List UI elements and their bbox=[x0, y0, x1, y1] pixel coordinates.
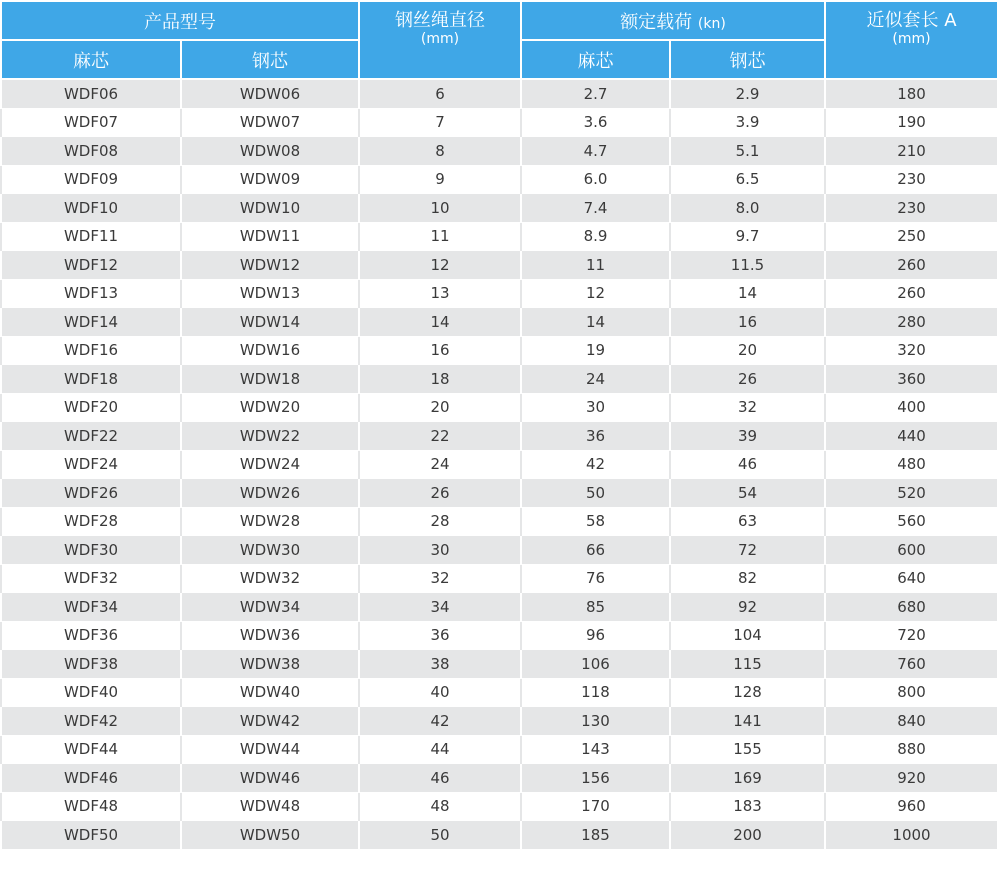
cell-hemp-core-model: WDF48 bbox=[1, 792, 181, 821]
cell-steel-core-model: WDW09 bbox=[181, 165, 359, 194]
cell-rated-load-steel: 5.1 bbox=[670, 137, 825, 166]
table-row bbox=[1, 479, 997, 508]
table-row bbox=[1, 108, 997, 137]
cell-rated-load-hemp: 19 bbox=[521, 336, 670, 365]
cell-rated-load-hemp: 50 bbox=[521, 479, 670, 508]
cell-sleeve-length: 560 bbox=[825, 507, 997, 536]
cell-rated-load-hemp: 24 bbox=[521, 365, 670, 394]
cell-rated-load-hemp: 42 bbox=[521, 450, 670, 479]
cell-sleeve-length: 960 bbox=[825, 792, 997, 821]
cell-steel-core-model: WDW26 bbox=[181, 479, 359, 508]
cell-hemp-core-model: WDF08 bbox=[1, 137, 181, 166]
cell-rated-load-hemp: 170 bbox=[521, 792, 670, 821]
cell-rope-diameter: 46 bbox=[359, 764, 521, 793]
table-row bbox=[1, 79, 997, 108]
cell-rated-load-hemp: 66 bbox=[521, 536, 670, 565]
cell-rated-load-hemp: 130 bbox=[521, 707, 670, 736]
table-row bbox=[1, 222, 997, 251]
cell-hemp-core-model: WDF26 bbox=[1, 479, 181, 508]
table-row bbox=[1, 650, 997, 679]
cell-steel-core-model: WDW20 bbox=[181, 393, 359, 422]
cell-rated-load-steel: 200 bbox=[670, 821, 825, 850]
cell-sleeve-length: 680 bbox=[825, 593, 997, 622]
cell-rated-load-hemp: 76 bbox=[521, 564, 670, 593]
cell-rated-load-steel: 183 bbox=[670, 792, 825, 821]
table-row bbox=[1, 821, 997, 850]
cell-rated-load-hemp: 85 bbox=[521, 593, 670, 622]
cell-rope-diameter: 20 bbox=[359, 393, 521, 422]
cell-rope-diameter: 8 bbox=[359, 137, 521, 166]
cell-steel-core-model: WDW13 bbox=[181, 279, 359, 308]
cell-rope-diameter: 11 bbox=[359, 222, 521, 251]
header-load-hemp-core: 麻芯 bbox=[521, 40, 670, 79]
cell-rated-load-steel: 141 bbox=[670, 707, 825, 736]
cell-rope-diameter: 50 bbox=[359, 821, 521, 850]
cell-hemp-core-model: WDF14 bbox=[1, 308, 181, 337]
header-sleeve-length-unit: (mm) bbox=[892, 31, 931, 47]
table-row bbox=[1, 137, 997, 166]
cell-steel-core-model: WDW18 bbox=[181, 365, 359, 394]
cell-rated-load-steel: 6.5 bbox=[670, 165, 825, 194]
cell-steel-core-model: WDW10 bbox=[181, 194, 359, 223]
cell-rope-diameter: 40 bbox=[359, 678, 521, 707]
cell-hemp-core-model: WDF50 bbox=[1, 821, 181, 850]
table-row bbox=[1, 450, 997, 479]
cell-steel-core-model: WDW12 bbox=[181, 251, 359, 280]
cell-steel-core-model: WDW40 bbox=[181, 678, 359, 707]
cell-sleeve-length: 260 bbox=[825, 251, 997, 280]
table-row bbox=[1, 536, 997, 565]
cell-sleeve-length: 1000 bbox=[825, 821, 997, 850]
cell-rated-load-hemp: 11 bbox=[521, 251, 670, 280]
cell-sleeve-length: 880 bbox=[825, 735, 997, 764]
cell-rated-load-steel: 3.9 bbox=[670, 108, 825, 137]
cell-rope-diameter: 42 bbox=[359, 707, 521, 736]
cell-rope-diameter: 12 bbox=[359, 251, 521, 280]
header-rated-load bbox=[521, 1, 825, 40]
cell-steel-core-model: WDW08 bbox=[181, 137, 359, 166]
cell-rope-diameter: 44 bbox=[359, 735, 521, 764]
cell-hemp-core-model: WDF36 bbox=[1, 621, 181, 650]
table-row bbox=[1, 165, 997, 194]
cell-rated-load-hemp: 2.7 bbox=[521, 79, 670, 108]
cell-steel-core-model: WDW36 bbox=[181, 621, 359, 650]
cell-hemp-core-model: WDF44 bbox=[1, 735, 181, 764]
cell-sleeve-length: 640 bbox=[825, 564, 997, 593]
header-sleeve-length bbox=[825, 1, 997, 79]
cell-steel-core-model: WDW22 bbox=[181, 422, 359, 451]
header-rated-load-label: 额定载荷 bbox=[620, 11, 693, 33]
cell-rope-diameter: 26 bbox=[359, 479, 521, 508]
cell-steel-core-model: WDW50 bbox=[181, 821, 359, 850]
cell-hemp-core-model: WDF09 bbox=[1, 165, 181, 194]
cell-hemp-core-model: WDF40 bbox=[1, 678, 181, 707]
cell-rope-diameter: 13 bbox=[359, 279, 521, 308]
cell-rope-diameter: 18 bbox=[359, 365, 521, 394]
cell-rope-diameter: 32 bbox=[359, 564, 521, 593]
table-row bbox=[1, 764, 997, 793]
cell-sleeve-length: 760 bbox=[825, 650, 997, 679]
cell-rated-load-hemp: 12 bbox=[521, 279, 670, 308]
cell-rated-load-steel: 115 bbox=[670, 650, 825, 679]
cell-rated-load-steel: 8.0 bbox=[670, 194, 825, 223]
cell-rated-load-steel: 26 bbox=[670, 365, 825, 394]
cell-rated-load-hemp: 58 bbox=[521, 507, 670, 536]
cell-rope-diameter: 36 bbox=[359, 621, 521, 650]
cell-steel-core-model: WDW16 bbox=[181, 336, 359, 365]
header-rope-diameter-unit: (mm) bbox=[420, 31, 460, 47]
cell-rated-load-hemp: 3.6 bbox=[521, 108, 670, 137]
header-load-steel-core: 钢芯 bbox=[670, 40, 825, 79]
table-row bbox=[1, 422, 997, 451]
table-row bbox=[1, 593, 997, 622]
cell-rated-load-hemp: 30 bbox=[521, 393, 670, 422]
cell-rated-load-hemp: 14 bbox=[521, 308, 670, 337]
cell-hemp-core-model: WDF42 bbox=[1, 707, 181, 736]
cell-steel-core-model: WDW48 bbox=[181, 792, 359, 821]
cell-hemp-core-model: WDF38 bbox=[1, 650, 181, 679]
cell-steel-core-model: WDW30 bbox=[181, 536, 359, 565]
cell-rated-load-steel: 72 bbox=[670, 536, 825, 565]
table-row bbox=[1, 678, 997, 707]
cell-rated-load-hemp: 96 bbox=[521, 621, 670, 650]
header-sleeve-length-label: 近似套长 A bbox=[866, 10, 957, 31]
cell-steel-core-model: WDW28 bbox=[181, 507, 359, 536]
cell-hemp-core-model: WDF18 bbox=[1, 365, 181, 394]
cell-rope-diameter: 48 bbox=[359, 792, 521, 821]
cell-steel-core-model: WDW42 bbox=[181, 707, 359, 736]
cell-rated-load-steel: 14 bbox=[670, 279, 825, 308]
cell-sleeve-length: 920 bbox=[825, 764, 997, 793]
header-product-model: 产品型号 bbox=[1, 1, 359, 40]
cell-rated-load-hemp: 7.4 bbox=[521, 194, 670, 223]
cell-sleeve-length: 520 bbox=[825, 479, 997, 508]
cell-steel-core-model: WDW34 bbox=[181, 593, 359, 622]
cell-hemp-core-model: WDF16 bbox=[1, 336, 181, 365]
table-row bbox=[1, 507, 997, 536]
cell-rated-load-hemp: 8.9 bbox=[521, 222, 670, 251]
cell-sleeve-length: 260 bbox=[825, 279, 997, 308]
cell-rated-load-steel: 104 bbox=[670, 621, 825, 650]
cell-sleeve-length: 230 bbox=[825, 194, 997, 223]
cell-sleeve-length: 360 bbox=[825, 365, 997, 394]
cell-rated-load-steel: 2.9 bbox=[670, 79, 825, 108]
cell-hemp-core-model: WDF28 bbox=[1, 507, 181, 536]
cell-steel-core-model: WDW14 bbox=[181, 308, 359, 337]
cell-rated-load-steel: 82 bbox=[670, 564, 825, 593]
cell-rated-load-steel: 54 bbox=[670, 479, 825, 508]
cell-rope-diameter: 16 bbox=[359, 336, 521, 365]
cell-rated-load-steel: 63 bbox=[670, 507, 825, 536]
cell-hemp-core-model: WDF46 bbox=[1, 764, 181, 793]
cell-sleeve-length: 840 bbox=[825, 707, 997, 736]
cell-sleeve-length: 190 bbox=[825, 108, 997, 137]
cell-rated-load-steel: 155 bbox=[670, 735, 825, 764]
cell-rated-load-hemp: 4.7 bbox=[521, 137, 670, 166]
cell-rated-load-steel: 9.7 bbox=[670, 222, 825, 251]
cell-rated-load-steel: 92 bbox=[670, 593, 825, 622]
table-row bbox=[1, 194, 997, 223]
cell-rated-load-steel: 20 bbox=[670, 336, 825, 365]
cell-steel-core-model: WDW24 bbox=[181, 450, 359, 479]
table-row bbox=[1, 251, 997, 280]
cell-steel-core-model: WDW11 bbox=[181, 222, 359, 251]
cell-rope-diameter: 7 bbox=[359, 108, 521, 137]
cell-sleeve-length: 180 bbox=[825, 79, 997, 108]
cell-rope-diameter: 24 bbox=[359, 450, 521, 479]
cell-steel-core-model: WDW32 bbox=[181, 564, 359, 593]
cell-rated-load-hemp: 156 bbox=[521, 764, 670, 793]
cell-sleeve-length: 600 bbox=[825, 536, 997, 565]
table-row bbox=[1, 735, 997, 764]
cell-sleeve-length: 320 bbox=[825, 336, 997, 365]
cell-hemp-core-model: WDF10 bbox=[1, 194, 181, 223]
cell-rated-load-hemp: 6.0 bbox=[521, 165, 670, 194]
table-body bbox=[1, 79, 997, 849]
table-row bbox=[1, 621, 997, 650]
table-row bbox=[1, 564, 997, 593]
cell-steel-core-model: WDW38 bbox=[181, 650, 359, 679]
cell-rated-load-hemp: 143 bbox=[521, 735, 670, 764]
cell-rope-diameter: 10 bbox=[359, 194, 521, 223]
cell-rated-load-steel: 11.5 bbox=[670, 251, 825, 280]
cell-hemp-core-model: WDF06 bbox=[1, 79, 181, 108]
header-rope-diameter-label: 钢丝绳直径 bbox=[395, 10, 485, 31]
cell-rope-diameter: 14 bbox=[359, 308, 521, 337]
header-rope-diameter bbox=[359, 1, 521, 79]
cell-hemp-core-model: WDF22 bbox=[1, 422, 181, 451]
cell-sleeve-length: 440 bbox=[825, 422, 997, 451]
cell-rope-diameter: 9 bbox=[359, 165, 521, 194]
cell-rated-load-hemp: 106 bbox=[521, 650, 670, 679]
cell-rated-load-steel: 32 bbox=[670, 393, 825, 422]
cell-steel-core-model: WDW46 bbox=[181, 764, 359, 793]
cell-rope-diameter: 30 bbox=[359, 536, 521, 565]
cell-rated-load-steel: 46 bbox=[670, 450, 825, 479]
cell-hemp-core-model: WDF20 bbox=[1, 393, 181, 422]
cell-steel-core-model: WDW07 bbox=[181, 108, 359, 137]
cell-hemp-core-model: WDF24 bbox=[1, 450, 181, 479]
cell-rated-load-hemp: 185 bbox=[521, 821, 670, 850]
cell-sleeve-length: 480 bbox=[825, 450, 997, 479]
table-row bbox=[1, 308, 997, 337]
cell-hemp-core-model: WDF32 bbox=[1, 564, 181, 593]
table-row bbox=[1, 707, 997, 736]
cell-rope-diameter: 34 bbox=[359, 593, 521, 622]
cell-rope-diameter: 38 bbox=[359, 650, 521, 679]
table-row bbox=[1, 365, 997, 394]
cell-sleeve-length: 400 bbox=[825, 393, 997, 422]
cell-hemp-core-model: WDF11 bbox=[1, 222, 181, 251]
header-model-hemp-core: 麻芯 bbox=[1, 40, 181, 79]
cell-sleeve-length: 210 bbox=[825, 137, 997, 166]
cell-rated-load-hemp: 36 bbox=[521, 422, 670, 451]
header-model-steel-core: 钢芯 bbox=[181, 40, 359, 79]
header-rated-load-unit: (kn) bbox=[697, 15, 726, 32]
cell-sleeve-length: 250 bbox=[825, 222, 997, 251]
cell-sleeve-length: 720 bbox=[825, 621, 997, 650]
cell-hemp-core-model: WDF07 bbox=[1, 108, 181, 137]
table-row bbox=[1, 336, 997, 365]
cell-steel-core-model: WDW44 bbox=[181, 735, 359, 764]
table-header bbox=[1, 1, 997, 79]
cell-rated-load-steel: 128 bbox=[670, 678, 825, 707]
cell-rope-diameter: 22 bbox=[359, 422, 521, 451]
cell-sleeve-length: 230 bbox=[825, 165, 997, 194]
cell-sleeve-length: 800 bbox=[825, 678, 997, 707]
cell-hemp-core-model: WDF34 bbox=[1, 593, 181, 622]
cell-hemp-core-model: WDF30 bbox=[1, 536, 181, 565]
cell-hemp-core-model: WDF13 bbox=[1, 279, 181, 308]
table-row bbox=[1, 792, 997, 821]
cell-hemp-core-model: WDF12 bbox=[1, 251, 181, 280]
cell-steel-core-model: WDW06 bbox=[181, 79, 359, 108]
cell-rated-load-steel: 169 bbox=[670, 764, 825, 793]
cell-rope-diameter: 28 bbox=[359, 507, 521, 536]
cell-rated-load-hemp: 118 bbox=[521, 678, 670, 707]
cell-sleeve-length: 280 bbox=[825, 308, 997, 337]
cell-rated-load-steel: 39 bbox=[670, 422, 825, 451]
cell-rope-diameter: 6 bbox=[359, 79, 521, 108]
cell-rated-load-steel: 16 bbox=[670, 308, 825, 337]
table-row bbox=[1, 393, 997, 422]
table-row bbox=[1, 279, 997, 308]
